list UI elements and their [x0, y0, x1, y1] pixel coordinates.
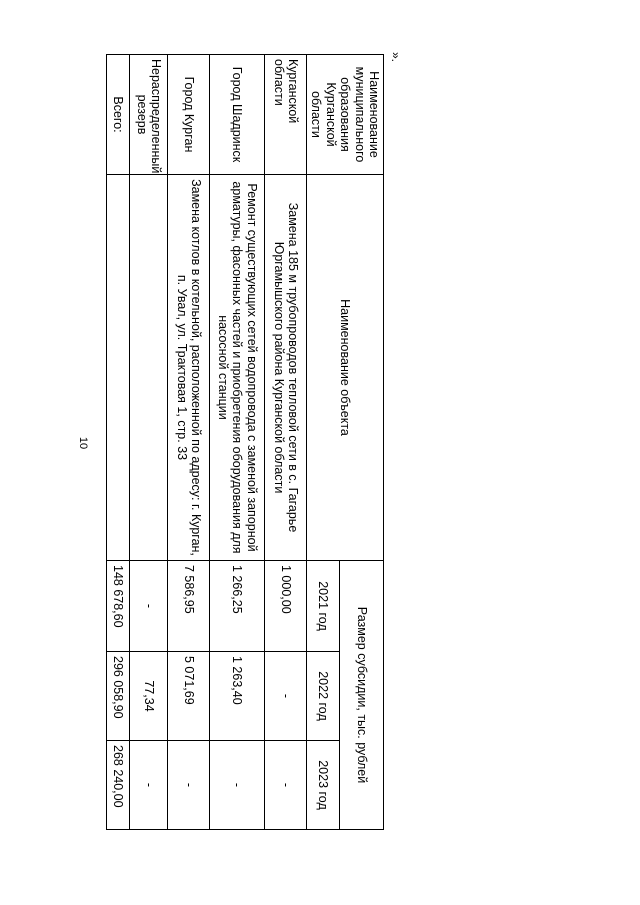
- row-municipality: Город Курган: [168, 55, 210, 175]
- row-value-2021: 1 266,25: [210, 561, 265, 652]
- header-year-2022: 2022 год: [307, 652, 340, 741]
- row-object: [130, 175, 168, 561]
- total-row: [107, 55, 130, 830]
- row-value-2022: 5 071,69: [168, 652, 210, 741]
- header-year-2023: 2023 год: [307, 741, 340, 830]
- row-value-2023: -: [265, 741, 307, 830]
- header-subsidy-size: Размер субсидии, тыс. рублей: [340, 561, 384, 830]
- total-object-empty: [107, 175, 130, 561]
- row-municipality: Нераспределенный резерв: [130, 55, 168, 175]
- row-value-2021: 1 000,00: [265, 561, 307, 652]
- total-value-2021: 148 678,60: [107, 561, 130, 652]
- row-value-2021: 7 586,95: [168, 561, 210, 652]
- row-object: Замена котлов в котельной, расположенной по адресу: г. Курган, п. Увал, ул. Трактовая 1, стр. 33: [168, 175, 210, 561]
- row-value-2022: 77,34: [130, 652, 168, 741]
- closing-quote-mark: ».: [389, 51, 404, 63]
- row-value-2023: -: [210, 741, 265, 830]
- row-value-2022: -: [265, 652, 307, 741]
- table-row: [265, 55, 307, 830]
- page-number: 10: [77, 436, 90, 450]
- total-label: Всего:: [107, 55, 130, 175]
- table-row: [130, 55, 168, 830]
- table-row: [210, 55, 265, 830]
- row-value-2023: -: [168, 741, 210, 830]
- row-value-2023: -: [130, 741, 168, 830]
- subsidy-table-container: [111, 54, 384, 829]
- header-municipality: Наименование муниципального образования Курганской области: [307, 55, 384, 175]
- row-municipality: Курганской области: [265, 55, 307, 175]
- header-row: [340, 55, 384, 830]
- header-object: Наименование объекта: [307, 175, 384, 561]
- subsidy-table: [106, 54, 384, 830]
- row-municipality: Город Шадринск: [210, 55, 265, 175]
- row-value-2021: -: [130, 561, 168, 652]
- row-object: Ремонт существующих сетей водопровода с заменой запорной арматуры, фасонных частей и приобретения оборудования для насосной станции: [210, 175, 265, 561]
- row-value-2022: 1 263,40: [210, 652, 265, 741]
- row-object: Замена 185 м трубопроводов тепловой сети в с. Гагарье Юргамышского района Курганской области: [265, 175, 307, 561]
- total-value-2023: 268 240,00: [107, 741, 130, 830]
- table-row: [168, 55, 210, 830]
- total-value-2022: 296 058,90: [107, 652, 130, 741]
- header-year-2021: 2021 год: [307, 561, 340, 652]
